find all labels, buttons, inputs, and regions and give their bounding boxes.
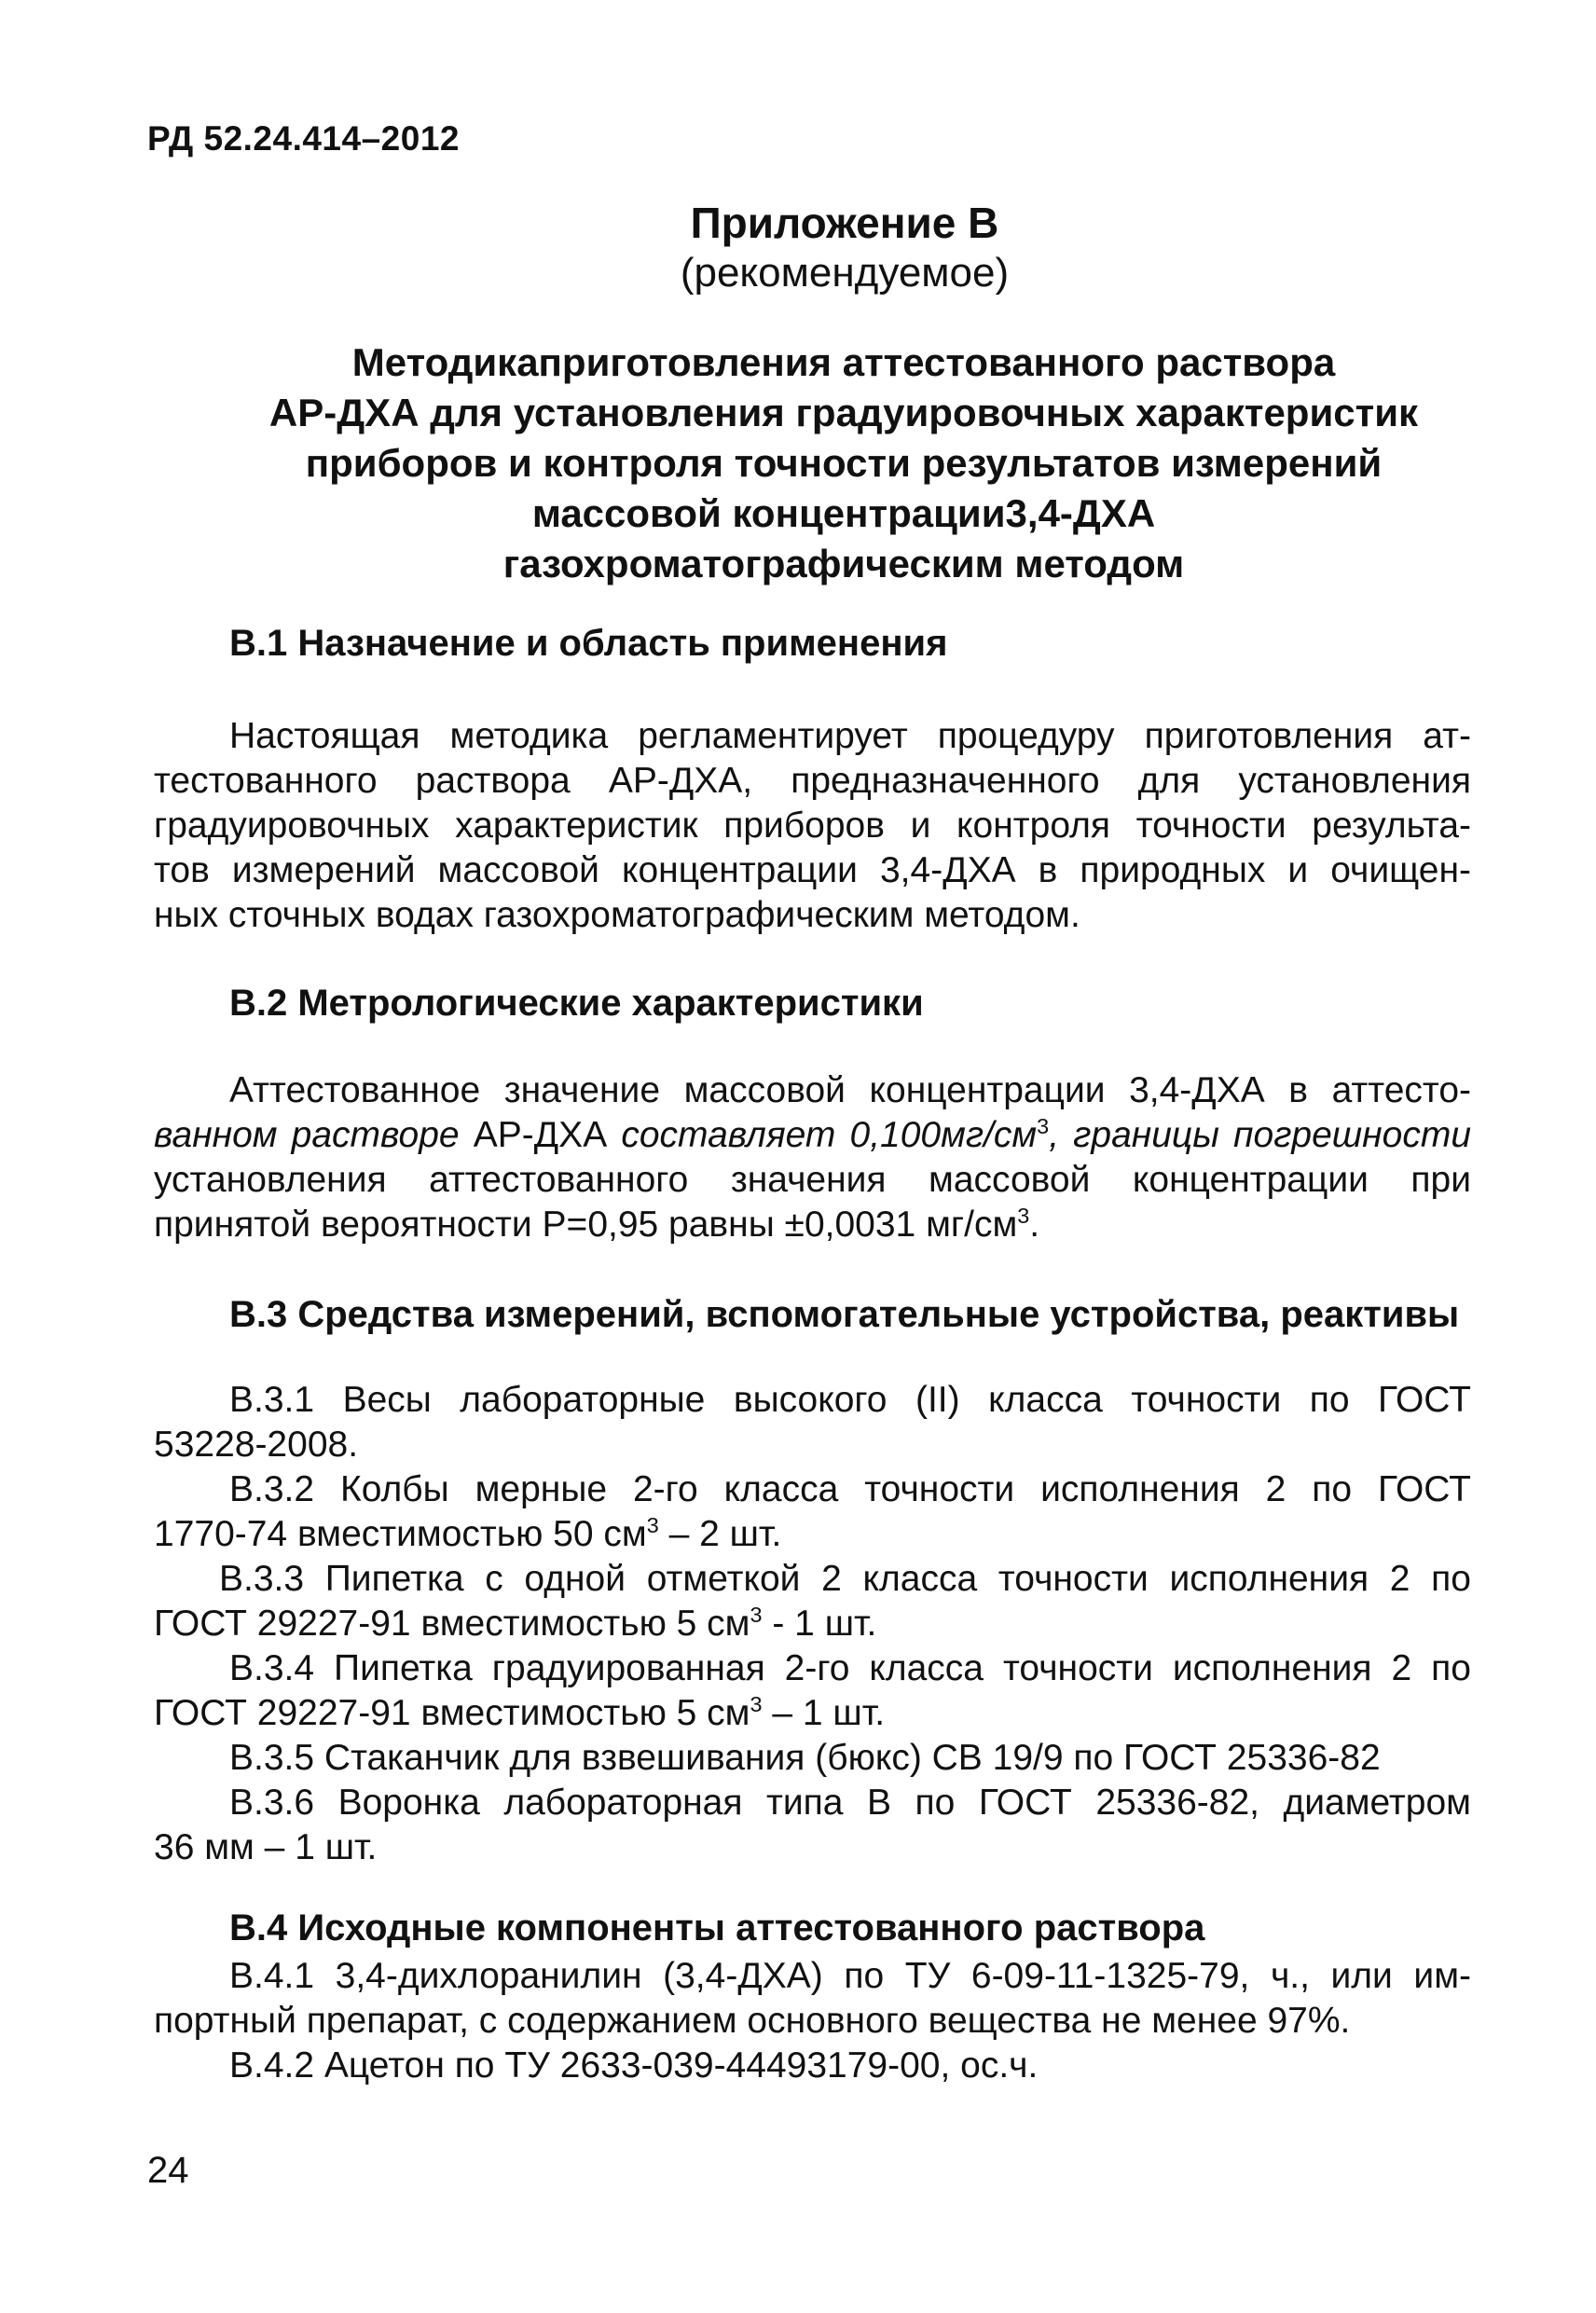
section-b4-list xyxy=(154,1954,1471,2088)
list-item-line xyxy=(154,1512,1471,1557)
paragraph-line: Настоящая методика регламентирует процедуру приготовления ат- xyxy=(229,716,1471,756)
superscript: 3 xyxy=(750,1691,763,1716)
text-fragment: ГОСТ 29227-91 xyxy=(154,1604,411,1644)
text-fragment: , границы погрешности xyxy=(1049,1115,1472,1155)
list-item-line xyxy=(154,1691,1471,1736)
text-fragment: . xyxy=(1029,1205,1040,1245)
text-fragment: ГОСТ 29227-91 xyxy=(154,1693,411,1733)
list-item-line xyxy=(154,1602,1471,1646)
section-heading-b2: В.2 Метрологические характеристики xyxy=(229,983,924,1024)
section-heading-b1: В.1 Назначение и область применения xyxy=(229,623,948,664)
section-b2-paragraph xyxy=(154,1068,1471,1247)
text-fragment: – 2 шт. xyxy=(658,1514,782,1554)
text-fragment: – 1 шт. xyxy=(762,1693,886,1733)
list-item-line: В.3.5 Стаканчик для взвешивания (бюкс) СВ 19/9 по ГОСТ 25336-82 xyxy=(229,1738,1381,1778)
list-item-line: В.3.6 Воронка лабораторная типа В по ГОСТ 25336-82, диаметром xyxy=(229,1783,1471,1823)
text-fragment: вместимостью 50 см xyxy=(296,1514,647,1554)
text-fragment: вместимостью 5 см xyxy=(420,1604,750,1644)
text-fragment: составляет 0,100мг/см xyxy=(621,1115,1038,1155)
section-b3-list xyxy=(154,1378,1471,1870)
list-item-line: В.3.4 Пипетка градуированная 2-го класса точности исполнения 2 по xyxy=(229,1648,1471,1688)
page-number: 24 xyxy=(147,2150,189,2191)
list-item-line: 36 мм – 1 шт. xyxy=(154,1827,378,1867)
list-item-line: В.4.2 Ацетон по ТУ 2633-039-44493179-00, ос.ч. xyxy=(229,2045,1039,2086)
paragraph-line: тестованного раствора АР-ДХА, предназначенного для установления xyxy=(154,761,1471,801)
text-fragment: ванном растворе xyxy=(154,1115,460,1155)
superscript: 3 xyxy=(1017,1203,1030,1228)
method-title-line: приборов и контроля точности результатов измерений xyxy=(305,441,1383,485)
section-heading-b3: В.3 Средства измерений, вспомогательные устройства, реактивы xyxy=(229,1294,1460,1335)
paragraph-line: установления аттестованного значения массовой концентрации при xyxy=(154,1160,1471,1200)
text-fragment: - 1 шт. xyxy=(762,1604,877,1644)
text-fragment: принятой вероятности Р=0,95 равны ±0,0031 мг/см xyxy=(154,1205,1018,1245)
method-title xyxy=(182,337,1506,589)
list-item-line: В.3.3 Пипетка с одной отметкой 2 класса точности исполнения 2 по xyxy=(219,1559,1471,1599)
text-fragment: 1770-74 xyxy=(154,1514,288,1554)
appendix-title: Приложение В xyxy=(690,199,999,247)
superscript: 3 xyxy=(646,1512,659,1537)
method-title-line: АР-ДХА для установления градуировочных характеристик xyxy=(268,391,1419,434)
section-b1-paragraph xyxy=(154,714,1471,938)
paragraph-line xyxy=(154,1113,1471,1158)
method-title-line: массовой концентрации3,4-ДХА xyxy=(531,491,1156,535)
paragraph-line: тов измерений массовой концентрации 3,4-ДХА в природных и очищен- xyxy=(154,850,1471,890)
method-title-line: газохроматографическим методом xyxy=(502,542,1185,585)
text-fragment: АР-ДХА xyxy=(473,1115,608,1155)
method-title-line: Методикаприготовления аттестованного раствора xyxy=(351,340,1336,384)
paragraph-line: градуировочных характеристик приборов и контроля точности результа- xyxy=(154,805,1471,846)
paragraph-line: ных сточных водах газохроматографическим методом. xyxy=(154,895,1080,935)
section-heading-b4: В.4 Исходные компоненты аттестованного раствора xyxy=(229,1907,1205,1948)
list-item-line: В.3.2 Колбы мерные 2-го класса точности исполнения 2 по ГОСТ xyxy=(229,1469,1471,1509)
list-item-line: В.3.1 Весы лабораторные высокого (II) класса точности по ГОСТ xyxy=(229,1380,1471,1420)
list-item-line: 53228-2008. xyxy=(154,1425,359,1465)
superscript: 3 xyxy=(750,1602,763,1627)
paragraph-line: Аттестованное значение массовой концентрации 3,4-ДХА в аттесто- xyxy=(229,1070,1471,1110)
superscript: 3 xyxy=(1037,1113,1050,1138)
list-item-line: В.4.1 3,4-дихлоранилин (3,4-ДХА) по ТУ 6-09-11-1325-79, ч., или им- xyxy=(229,1956,1471,1996)
text-fragment: вместимостью 5 см xyxy=(420,1693,750,1733)
document-code: РД 52.24.414–2012 xyxy=(147,119,460,158)
list-item-line: портный препарат, с содержанием основного вещества не менее 97%. xyxy=(154,2001,1351,2041)
paragraph-line xyxy=(154,1203,1471,1247)
appendix-subtitle: (рекомендуемое) xyxy=(680,250,1010,296)
